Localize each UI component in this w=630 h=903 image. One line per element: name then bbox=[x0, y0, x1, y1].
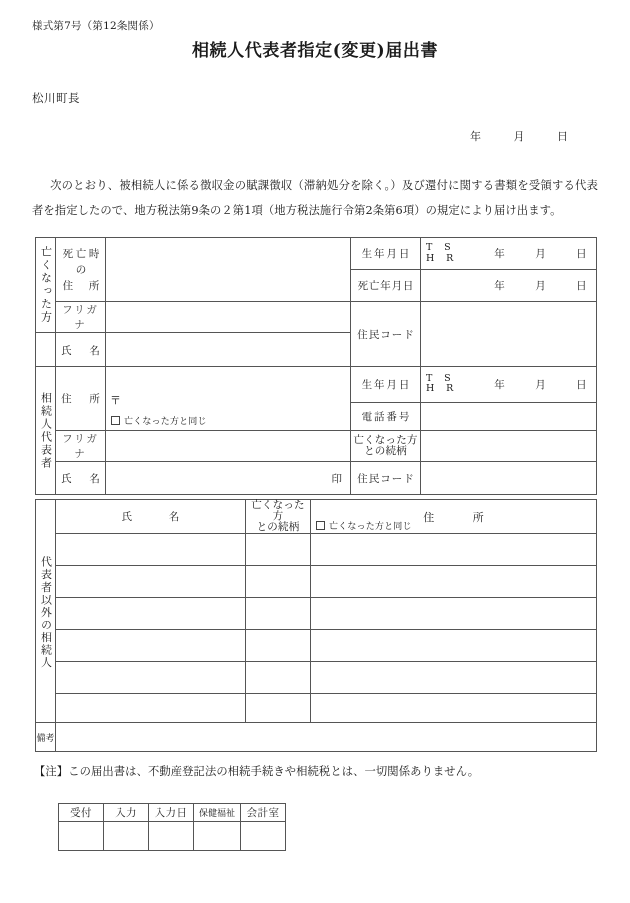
processing-stamp-table bbox=[58, 803, 286, 851]
other-heirs-col-name: 氏 名 bbox=[56, 500, 246, 534]
intro-paragraph bbox=[32, 173, 598, 223]
representative-section bbox=[35, 366, 597, 495]
representative-side-label: 相続人代表者 bbox=[36, 367, 56, 495]
postal-code-mark: 〒 bbox=[110, 393, 121, 407]
addressee-label: 松川町長 bbox=[32, 91, 80, 105]
heir-address-input-5[interactable] bbox=[311, 662, 597, 694]
representative-birth-input[interactable] bbox=[421, 367, 597, 403]
representative-phone-input[interactable] bbox=[421, 402, 597, 430]
heir-address-input-4[interactable] bbox=[311, 630, 597, 662]
heir-name-input-1[interactable] bbox=[56, 534, 246, 566]
stamp-col-accounting: 会計室 bbox=[241, 804, 286, 822]
checkbox-icon[interactable] bbox=[316, 521, 325, 530]
table-row bbox=[36, 662, 597, 694]
heir-address-input-3[interactable] bbox=[311, 598, 597, 630]
heir-name-input-5[interactable] bbox=[56, 662, 246, 694]
date-day-label: 日 bbox=[557, 130, 569, 143]
table-row bbox=[36, 534, 597, 566]
table-row bbox=[36, 694, 597, 726]
other-heirs-section bbox=[35, 499, 597, 726]
date-year-label: 年 bbox=[470, 130, 482, 143]
heir-name-input-6[interactable] bbox=[56, 694, 246, 726]
deceased-resident-code-label: 住民コード bbox=[351, 302, 421, 368]
heir-relation-input-1[interactable] bbox=[246, 534, 311, 566]
other-heirs-col-address: 住 所 亡くなった方と同じ bbox=[311, 500, 597, 534]
representative-resident-code-input[interactable] bbox=[421, 462, 597, 495]
representative-resident-code-label: 住民コード bbox=[351, 462, 421, 495]
deceased-furigana-label: フリガナ bbox=[56, 302, 106, 333]
representative-furigana-input[interactable] bbox=[106, 431, 351, 462]
era-markers-rep-birth: T S H R bbox=[426, 372, 455, 395]
heir-relation-input-6[interactable] bbox=[246, 694, 311, 726]
table-row bbox=[36, 566, 597, 598]
deceased-birth-label: 生年月日 bbox=[351, 238, 421, 270]
representative-birth-label: 生年月日 bbox=[351, 367, 421, 403]
era-markers-deceased-birth: T S H R bbox=[426, 242, 455, 264]
heir-relation-input-2[interactable] bbox=[246, 566, 311, 598]
deceased-side-label: 亡くなった方 bbox=[36, 238, 56, 333]
stamp-col-entry-date: 入力日 bbox=[149, 804, 194, 822]
other-heirs-col-relation: 亡くなった方 との続柄 bbox=[246, 500, 311, 534]
deceased-section bbox=[35, 237, 597, 368]
other-heirs-side-label: 代表者以外の相続人 bbox=[36, 500, 56, 726]
stamp-table-body-row bbox=[59, 822, 286, 851]
stamp-col-entry: 入力 bbox=[104, 804, 149, 822]
deceased-side-label-spacer bbox=[36, 333, 56, 368]
stamp-value-health-welfare[interactable] bbox=[194, 822, 241, 851]
heir-address-input-1[interactable] bbox=[311, 534, 597, 566]
representative-furigana-label: フリガナ bbox=[56, 431, 106, 462]
heir-relation-input-5[interactable] bbox=[246, 662, 311, 694]
stamp-col-health-welfare: 保健福祉 bbox=[194, 804, 241, 822]
deceased-furigana-input[interactable] bbox=[106, 302, 351, 333]
remarks-section bbox=[35, 722, 597, 752]
representative-address-label: 住 所 bbox=[56, 367, 106, 431]
stamp-table-header-row bbox=[59, 804, 286, 822]
table-row bbox=[36, 598, 597, 630]
deceased-name-input[interactable] bbox=[106, 333, 351, 368]
rep-same-address-checkbox[interactable]: 亡くなった方と同じ bbox=[111, 414, 207, 427]
heir-name-input-3[interactable] bbox=[56, 598, 246, 630]
remarks-label: 備考 bbox=[36, 723, 56, 752]
stamp-value-reception[interactable] bbox=[59, 822, 104, 851]
table-row bbox=[36, 630, 597, 662]
heir-address-input-2[interactable] bbox=[311, 566, 597, 598]
document-title: 相続人代表者指定(変更)届出書 bbox=[191, 41, 439, 61]
seal-mark: 印 bbox=[331, 472, 342, 485]
heir-relation-input-3[interactable] bbox=[246, 598, 311, 630]
stamp-value-accounting[interactable] bbox=[241, 822, 286, 851]
deceased-address-label: 死亡時 の 住 所 bbox=[56, 238, 106, 302]
stamp-value-entry[interactable] bbox=[104, 822, 149, 851]
representative-phone-label: 電話番号 bbox=[351, 402, 421, 430]
deceased-address-input[interactable] bbox=[106, 238, 351, 302]
deceased-birth-ymd: 年 月 日 bbox=[494, 248, 587, 260]
form-code-label: 様式第7号（第12条関係） bbox=[32, 20, 160, 32]
heir-address-input-6[interactable] bbox=[311, 694, 597, 726]
date-month-label: 月 bbox=[513, 130, 525, 143]
heir-row-0-same-address-checkbox[interactable]: 亡くなった方と同じ bbox=[316, 519, 412, 532]
heir-name-input-4[interactable] bbox=[56, 630, 246, 662]
stamp-value-entry-date[interactable] bbox=[149, 822, 194, 851]
intro-text: 次のとおり、被相続人に係る徴収金の賦課徴収（滞納処分を除く。）及び還付に関する書類を受領する代表者を指定したので、地方税法第9条の２第1項（地方税法施行令第2条第6項）の規定により届け出ます。 bbox=[32, 179, 598, 217]
deceased-death-date-label: 死亡年月日 bbox=[351, 270, 421, 302]
heir-relation-input-4[interactable] bbox=[246, 630, 311, 662]
footnote-text: 【注】この届出書は、不動産登記法の相続手続きや相続税とは、一切関係ありません。 bbox=[34, 765, 480, 778]
checkbox-icon[interactable] bbox=[111, 416, 120, 425]
remarks-input[interactable] bbox=[56, 723, 597, 752]
stamp-col-reception: 受付 bbox=[59, 804, 104, 822]
deceased-name-label: 氏 名 bbox=[56, 333, 106, 368]
deceased-death-ymd: 年 月 日 bbox=[494, 280, 587, 292]
representative-relation-input[interactable] bbox=[421, 431, 597, 462]
representative-address-input[interactable] bbox=[106, 367, 351, 431]
representative-relation-label: 亡くなった方 との続柄 bbox=[351, 431, 421, 462]
representative-name-label: 氏 名 bbox=[56, 462, 106, 495]
submission-date-line bbox=[470, 128, 569, 144]
heir-name-input-2[interactable] bbox=[56, 566, 246, 598]
deceased-birth-input[interactable] bbox=[421, 238, 597, 270]
deceased-death-date-input[interactable] bbox=[421, 270, 597, 302]
representative-name-input[interactable] bbox=[106, 462, 351, 495]
deceased-resident-code-input[interactable] bbox=[421, 302, 597, 368]
rep-birth-ymd: 年 月 日 bbox=[494, 378, 587, 391]
